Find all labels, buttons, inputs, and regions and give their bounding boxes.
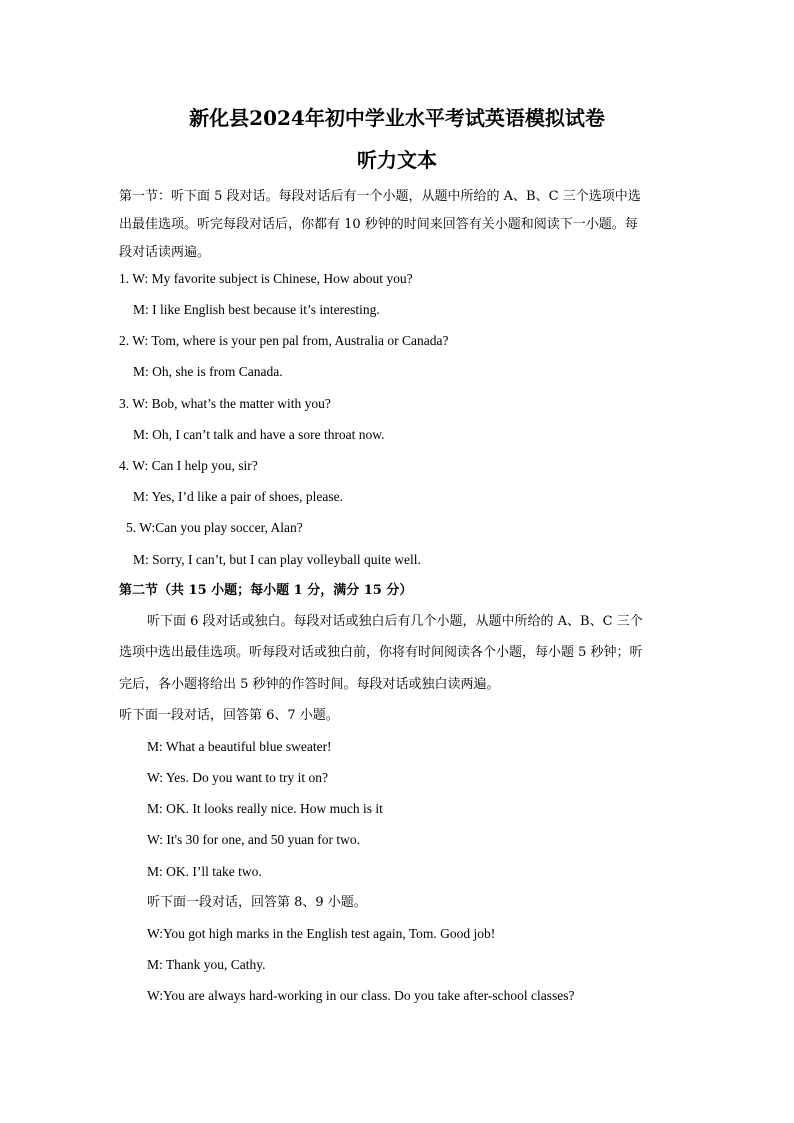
section2-instruction-line: 选项中选出最佳选项。听每段对话或独白前，你将有时间阅读各个小题，每小题 5 秒钟；听 (119, 645, 643, 660)
dialogue-a-line: W: It's 30 for one, and 50 yuan for two. (147, 832, 361, 847)
dialogue-a-line: M: OK. I’ll take two. (147, 864, 262, 879)
dialogue-b-line: M: Thank you, Cathy. (147, 957, 266, 972)
dialogue-a-line: M: What a beautiful blue sweater! (147, 739, 332, 754)
dialogue-a-line: M: OK. It looks really nice. How much is it (147, 801, 383, 816)
dialogue-4-question: 4. W: Can I help you, sir? (119, 458, 258, 473)
section1-instruction-line: 第一节：听下面 5 段对话。每段对话后有一个小题，从题中所给的 A、B、C 三个选项中选 (119, 189, 641, 204)
dialogue-5-question: 5. W:Can you play soccer, Alan? (126, 520, 303, 535)
dialogue-b-line: W:You got high marks in the English test again, Tom. Good job! (147, 926, 496, 941)
dialogue-4-answer: M: Yes, I’d like a pair of shoes, please. (133, 489, 343, 504)
dialogue-b-intro: 听下面一段对话，回答第 8、9 小题。 (147, 895, 367, 910)
section2-instruction-line: 听下面 6 段对话或独白。每段对话或独白后有几个小题，从题中所给的 A、B、C 三个 (147, 614, 643, 629)
dialogue-3-question: 3. W: Bob, what’s the matter with you? (119, 396, 331, 411)
dialogue-5-answer: M: Sorry, I can’t, but I can play volleyball quite well. (133, 552, 421, 567)
dialogue-a-intro: 听下面一段对话，回答第 6、7 小题。 (119, 708, 339, 723)
document-subtitle: 听力文本 (357, 148, 437, 172)
dialogue-2-answer: M: Oh, she is from Canada. (133, 364, 283, 379)
dialogue-a-line: W: Yes. Do you want to try it on? (147, 770, 328, 785)
section2-heading: 第二节（共 15 小题；每小题 1 分，满分 15 分） (119, 583, 413, 598)
section1-instruction-line: 出最佳选项。听完每段对话后，你都有 10 秒钟的时间来回答有关小题和阅读下一小题。每 (119, 217, 638, 232)
dialogue-3-answer: M: Oh, I can’t talk and have a sore throat now. (133, 427, 385, 442)
dialogue-1-answer: M: I like English best because it’s interesting. (133, 302, 380, 317)
section2-instruction-line: 完后，各小题将给出 5 秒钟的作答时间。每段对话或独白读两遍。 (119, 677, 500, 692)
dialogue-2-question: 2. W: Tom, where is your pen pal from, Australia or Canada? (119, 333, 449, 348)
dialogue-b-line: W:You are always hard-working in our class. Do you take after-school classes? (147, 988, 575, 1003)
section1-instruction-line: 段对话读两遍。 (119, 245, 211, 260)
dialogue-1-question: 1. W: My favorite subject is Chinese, How about you? (119, 271, 413, 286)
document-title: 新化县2024年初中学业水平考试英语模拟试卷 (189, 106, 605, 130)
